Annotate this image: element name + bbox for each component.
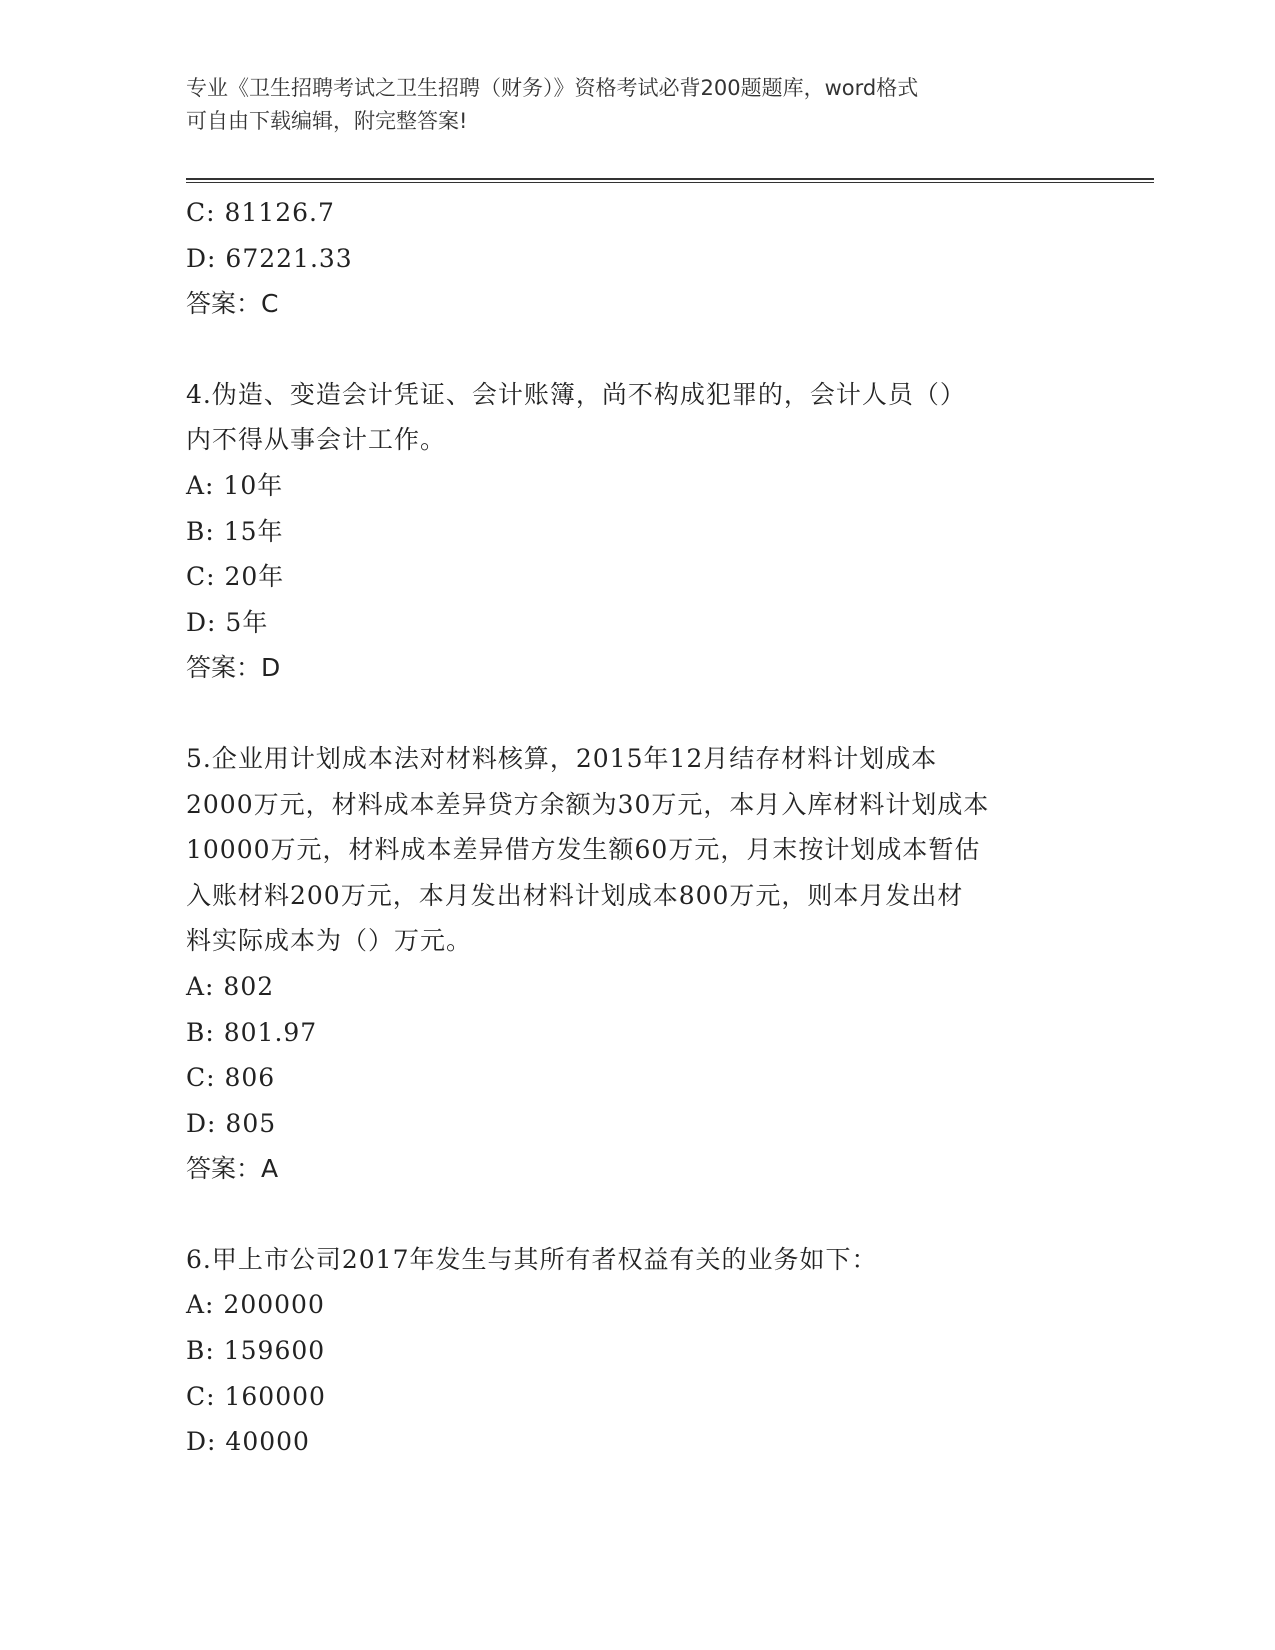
option-d: D: 805 — [186, 1108, 277, 1138]
option-c: C: 160000 — [186, 1381, 326, 1411]
option-d: D: 67221.33 — [186, 243, 353, 273]
answer-line: 答案：C — [186, 289, 279, 319]
option-d: D: 5年 — [186, 607, 269, 637]
question-stem: 10000万元，材料成本差异借方发生额60万元，月末按计划成本暂估 — [186, 835, 981, 865]
question-stem: 内不得从事会计工作。 — [186, 425, 447, 455]
header-line-1: 专业《卫生招聘考试之卫生招聘（财务）》资格考试必背200题题库，word格式 — [186, 76, 919, 100]
option-a: A: 802 — [186, 971, 275, 1001]
question-list — [186, 190, 1086, 1465]
option-b: B: 15年 — [186, 516, 284, 546]
question-stem: 2000万元，材料成本差异贷方余额为30万元，本月入库材料计划成本 — [186, 789, 990, 819]
question-6 — [186, 1237, 1086, 1465]
question-5 — [186, 736, 1086, 1192]
option-c: C: 81126.7 — [186, 198, 335, 227]
option-d: D: 40000 — [186, 1427, 310, 1457]
option-b: B: 159600 — [186, 1336, 326, 1366]
document-header — [186, 72, 1086, 138]
question-stem: 料实际成本为（）万元。 — [186, 926, 473, 956]
question-stem: 5.企业用计划成本法对材料核算，2015年12月结存材料计划成本 — [186, 743, 938, 773]
question-stem: 4.伪造、变造会计凭证、会计账簿，尚不构成犯罪的，会计人员（） — [186, 379, 966, 409]
option-b: B: 801.97 — [186, 1017, 318, 1047]
question-4 — [186, 372, 1086, 691]
question-stem: 6.甲上市公司2017年发生与其所有者权益有关的业务如下： — [186, 1244, 878, 1274]
option-a: A: 10年 — [186, 470, 284, 500]
answer-line: 答案：D — [186, 653, 281, 683]
option-c: C: 20年 — [186, 562, 285, 592]
header-divider — [186, 178, 1154, 183]
question-3-tail — [186, 190, 1086, 327]
answer-line: 答案：A — [186, 1154, 279, 1184]
option-a: A: 200000 — [186, 1290, 325, 1320]
header-line-2: 可自由下载编辑，附完整答案! — [186, 109, 468, 133]
question-stem: 入账材料200万元，本月发出材料计划成本800万元，则本月发出材 — [186, 880, 964, 910]
option-c: C: 806 — [186, 1063, 276, 1093]
